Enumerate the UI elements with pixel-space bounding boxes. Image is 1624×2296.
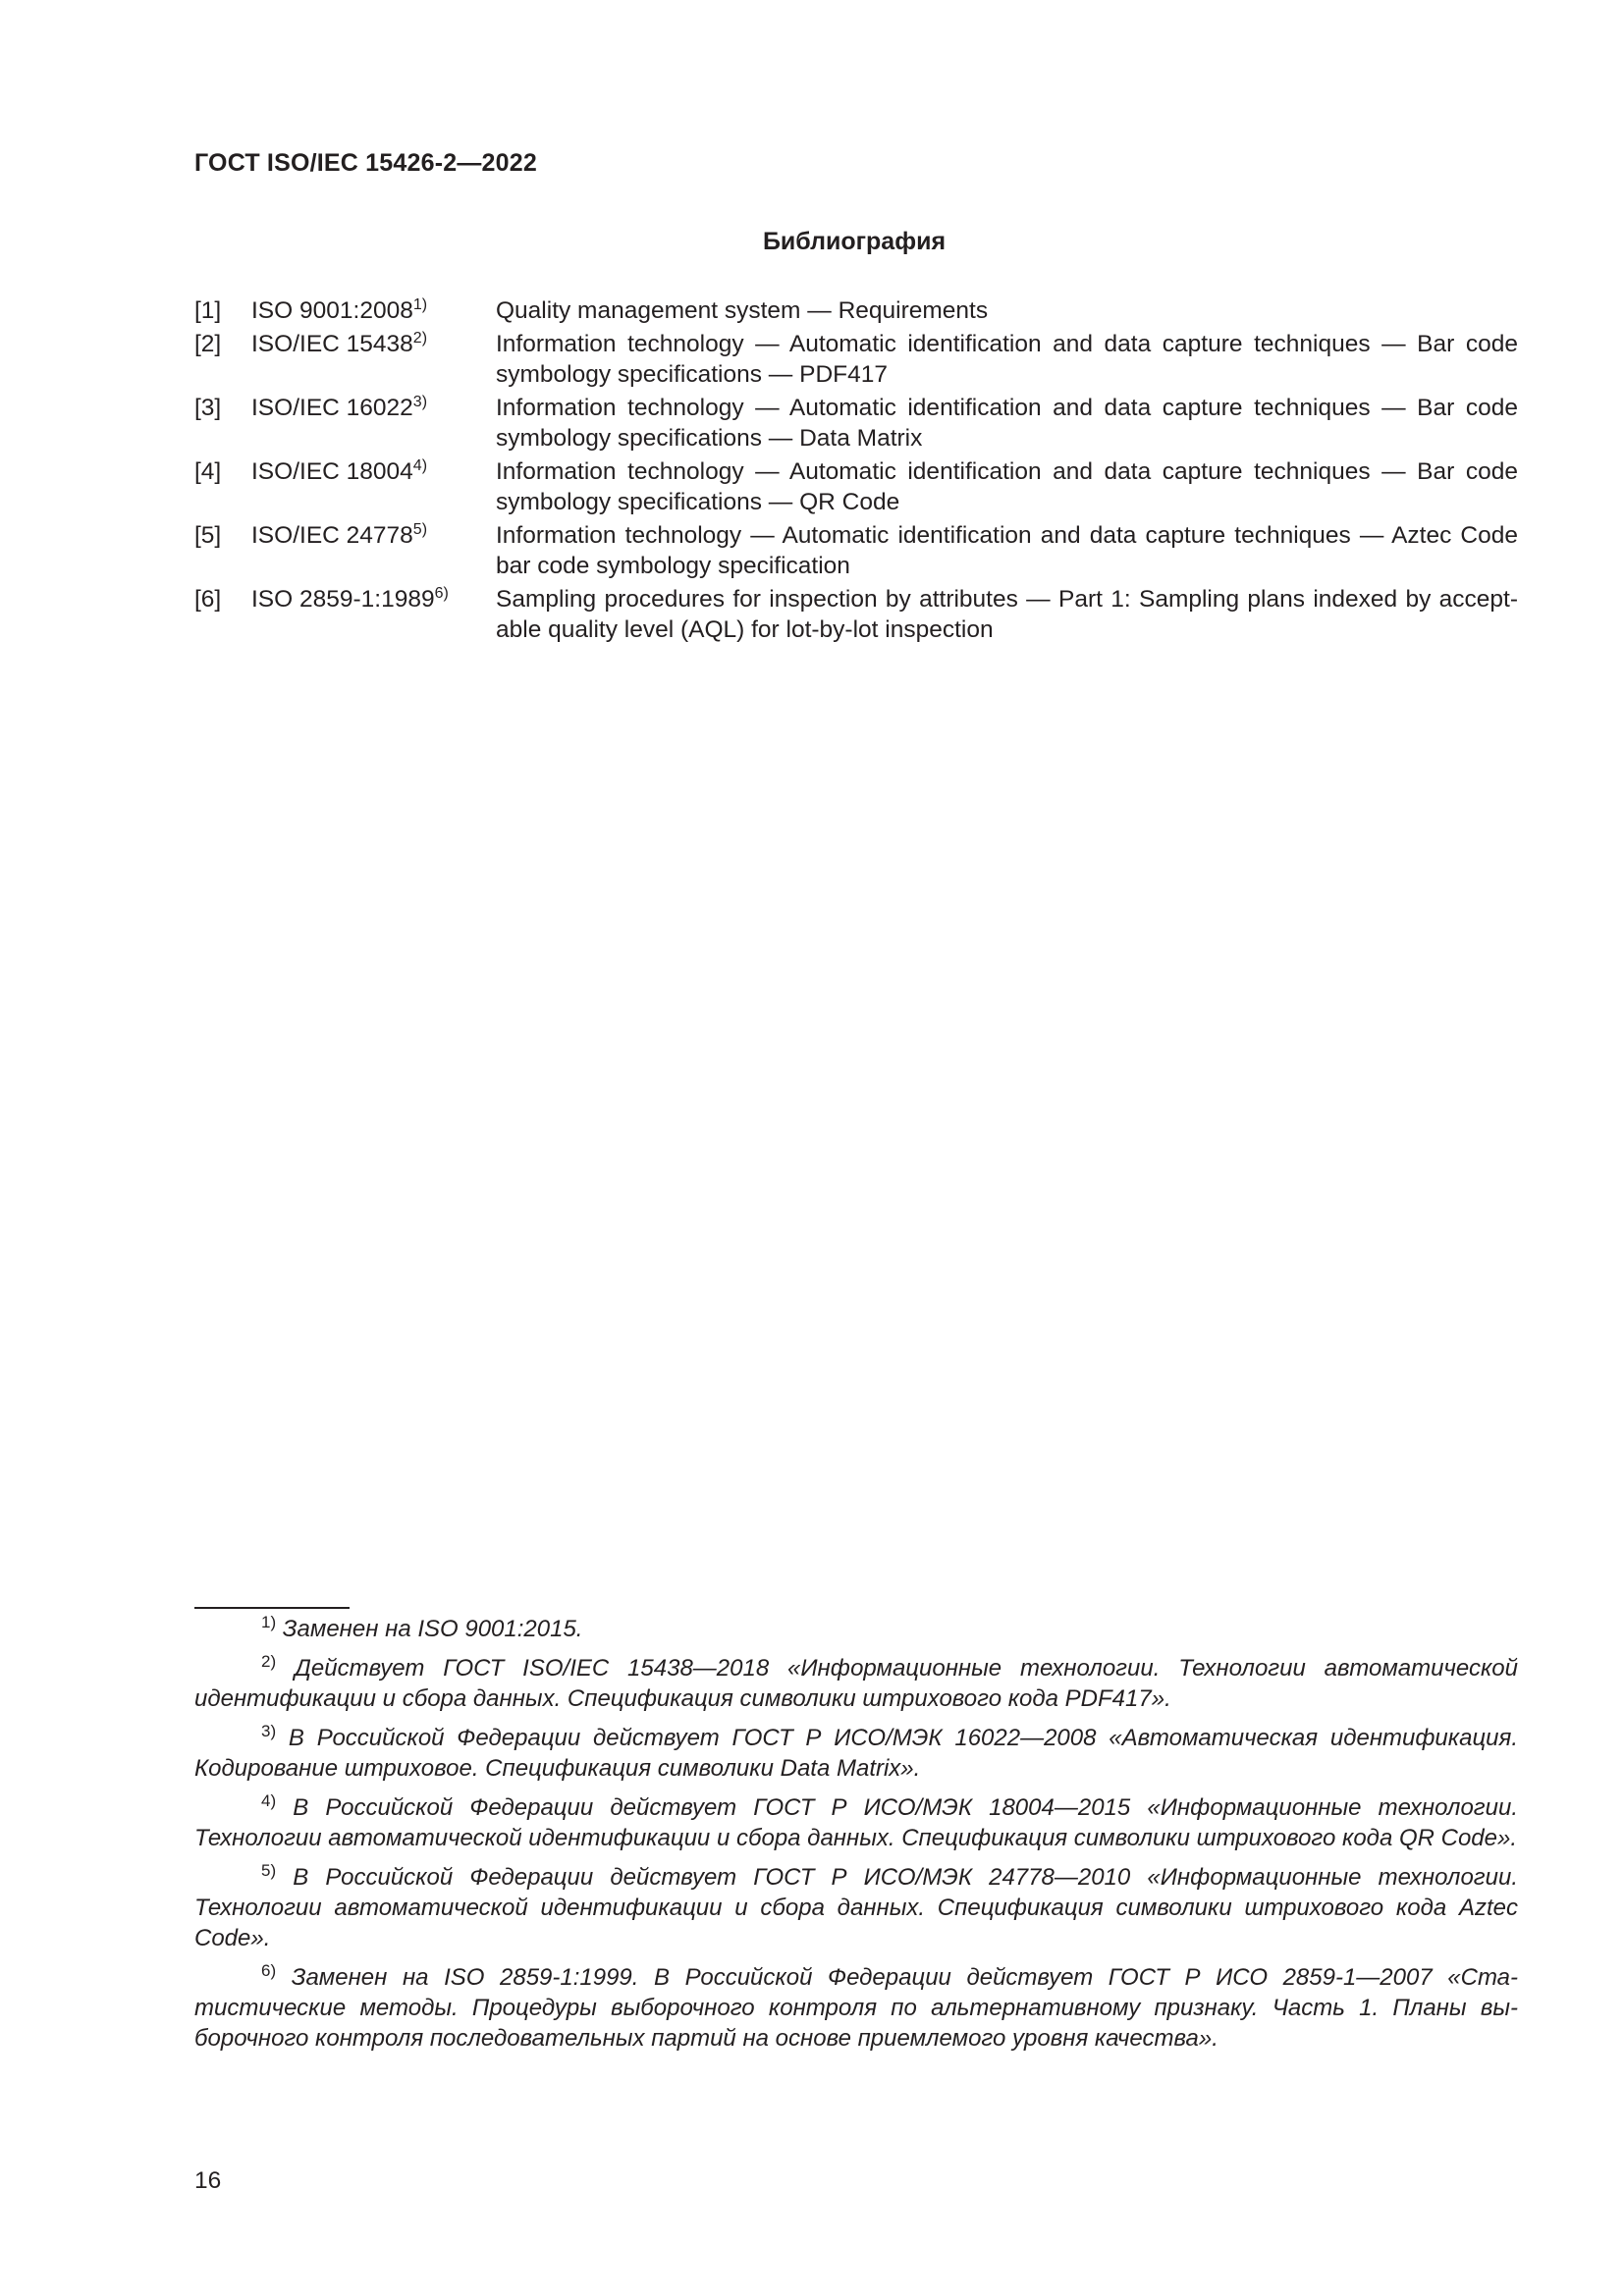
footnote-marker: 2) <box>261 1652 277 1671</box>
footnote-ref[interactable]: 3) <box>412 394 428 410</box>
footnote-divider <box>194 1607 350 1609</box>
entry-standard <box>251 456 496 517</box>
bibliography-entry <box>194 393 1518 454</box>
bibliography-list <box>194 295 1518 648</box>
footnote-text: Заменен на ISO 9001:2015. <box>282 1616 583 1642</box>
footnotes-list <box>194 1614 1518 2062</box>
bibliography-entry <box>194 456 1518 517</box>
entry-standard <box>251 393 496 454</box>
footnote-ref[interactable]: 6) <box>434 585 449 602</box>
footnote-marker: 5) <box>261 1861 277 1880</box>
bibliography-entry <box>194 295 1518 326</box>
entry-standard <box>251 329 496 390</box>
footnote <box>194 1653 1518 1714</box>
footnote-ref[interactable]: 5) <box>412 521 428 538</box>
standard-code: ISO/IEC 15438 <box>251 331 413 357</box>
entry-title: Quality management system — Requirements <box>496 297 989 324</box>
footnote <box>194 1962 1518 2054</box>
footnote-marker: 4) <box>261 1791 277 1810</box>
footnote <box>194 1862 1518 1953</box>
entry-title: Sampling procedures for inspection by attributes — Part 1: Sampling plans indexed by accept-able quality level (AQL) for lot-by-lot inspection <box>496 586 1518 643</box>
standard-code: ISO/IEC 18004 <box>251 458 413 485</box>
bibliography-entry <box>194 329 1518 390</box>
footnote-marker: 1) <box>261 1613 277 1631</box>
standard-code: ISO 2859-1:1989 <box>251 586 435 613</box>
entry-standard <box>251 295 496 326</box>
standard-code: ISO/IEC 16022 <box>251 395 413 421</box>
footnote-marker: 6) <box>261 1961 277 1980</box>
section-title: Библиография <box>762 228 947 255</box>
footnote-text: В Российской Федерации действует ГОСТ Р ИСО/МЭК 24778—2010 «Информационные технологии. Технологии автоматической идентификации и сбора данных. Спецификация символики штрихового кода Aztec Code». <box>194 1864 1518 1951</box>
footnote-ref[interactable]: 1) <box>412 296 428 313</box>
footnote-ref[interactable]: 2) <box>412 330 428 347</box>
standard-code: ISO/IEC 24778 <box>251 522 413 549</box>
entry-title: Information technology — Automatic identification and data capture techniques — Aztec Code bar code symbology specification <box>496 522 1518 579</box>
footnote-marker: 3) <box>261 1722 277 1740</box>
entry-title: Information technology — Automatic identification and data capture techniques — Bar code symbology specifications — Data Matrix <box>496 395 1518 452</box>
footnote-text: В Российской Федерации действует ГОСТ Р ИСО/МЭК 16022—2008 «Автоматическая идентификация. Кодирование штриховое. Спецификация символики Data Matrix». <box>194 1725 1519 1782</box>
footnote <box>194 1792 1518 1853</box>
entry-number: [1] <box>194 297 222 324</box>
standard-code: ISO 9001:2008 <box>251 297 413 324</box>
footnote <box>194 1614 1518 1644</box>
footnote-text: Заменен на ISO 2859-1:1999. В Российской Федерации действует ГОСТ Р ИСО 2859-1—2007 «Ста-тистические методы. Процедуры выборочного контроля по альтернативному признаку. Часть 1. Планы вы-борочного контроля последовательных партий на основе приемлемого уровня качества». <box>194 1964 1519 2052</box>
entry-number: [6] <box>194 586 222 613</box>
footnote-text: В Российской Федерации действует ГОСТ Р ИСО/МЭК 18004—2015 «Информационные технологии. Технологии автоматической идентификации и сбора данных. Спецификация символики штрихового кода QR Code». <box>194 1794 1518 1851</box>
footnote-ref[interactable]: 4) <box>412 457 428 474</box>
entry-standard <box>251 584 496 645</box>
bibliography-entry <box>194 520 1518 581</box>
footnote <box>194 1723 1518 1784</box>
entry-number: [5] <box>194 522 222 549</box>
entry-title: Information technology — Automatic identification and data capture techniques — Bar code symbology specifications — PDF417 <box>496 331 1518 388</box>
entry-number: [2] <box>194 331 222 357</box>
footnote-text: Действует ГОСТ ISO/IEC 15438—2018 «Информационные технологии. Технологии автоматической идентификации и сбора данных. Спецификация символики штрихового кода PDF417». <box>194 1655 1519 1712</box>
document-header: ГОСТ ISO/IEC 15426-2—2022 <box>194 149 537 177</box>
entry-number: [4] <box>194 458 222 485</box>
entry-number: [3] <box>194 395 222 421</box>
bibliography-entry <box>194 584 1518 645</box>
page-number: 16 <box>194 2167 222 2194</box>
entry-title: Information technology — Automatic identification and data capture techniques — Bar code symbology specifications — QR Code <box>496 458 1518 515</box>
entry-standard <box>251 520 496 581</box>
